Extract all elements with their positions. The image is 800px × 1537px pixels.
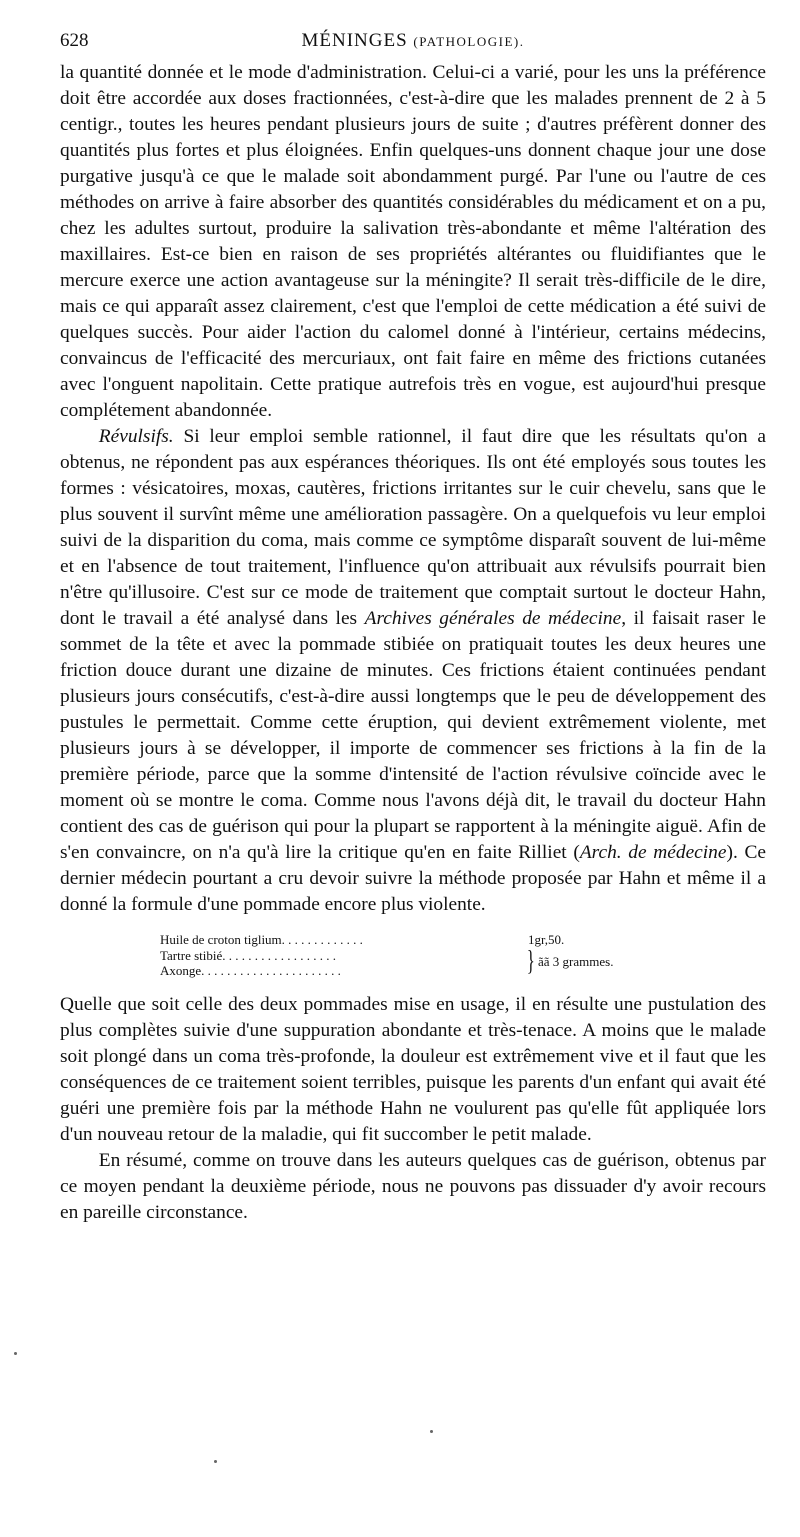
section-heading-revulsifs: Révulsifs. [98,426,174,447]
recipe-dose-croton: 1gr,50. [528,932,565,947]
paragraph-mercury: la quantité donnée et le mode d'administration. Celui-ci a varié, pour les uns la préférence doit être accordée aux doses fractionnées, c'est-à-dire que les malades prennent de 2 à 5 centigr., toutes les heures pendant plusieurs jours de suite ; d'autres préfèrent donner des quantités plus fortes et plus éloignées. Enfin quelques-uns donnent chaque jour une dose purgative jusqu'à ce que le malade soit abondamment purgé. Par l'une ou l'autre de ces méthodes on arrive à faire absorber des quantités considérables du médicament et on a pu, chez les adultes surtout, produire la salivation très-abondante et même l'altération des maxillaires. Est-ce bien en raison de ses propriétés altérantes ou fluidifiantes que le mercure exerce une action avantageuse sur la méningite? Il serait très-difficile de le dire, mais ce qui apparaît assez clairement, c'est que l'emploi de cette médication a été suivi de quelques succès. Pour aider l'action du calomel donné à l'intérieur, certains médecins, convaincus de l'efficacité des mercuriaux, ont fait faire en même des frictions cutanées avec l'onguent napolitain. Cette pratique autrefois très en vogue, est aujourd'hui presque complétement abandonnée. [60,62,766,421]
revulsifs-text-b: , il faisait raser le sommet de la tête et avec la pommade stibiée on pratiquait toutes les deux heures une friction douce durant une dizaine de minutes. Ces frictions étaient continuées pendant plusieurs jours consécutifs, c'est-à-dire aussi longtemps que le peu de développement des pustules le permettait. Comme cette éruption, qui devient extrêmement violente, met plusieurs jours à se développer, il importe de commencer ses frictions à la fin de la première période, parce que la somme d'intensité de l'action révulsive coïncide avec le moment où se montre le coma. Comme nous l'avons déjà dit, le travail du docteur Hahn contient des cas de guérison qui pour la plupart se rapportent à la méningite aiguë. Afin de s'en convaincre, on n'a qu'à lire la critique qu'en en faite Rilliet ( [60,608,767,863]
title-main: MÉNINGES [301,30,408,51]
title-sub: (PATHOLOGIE). [413,34,525,49]
page-speck [430,1430,433,1433]
recipe-row-tartre: Tartre stibié. . . . . . . . . . . . . . . . . . [160,948,337,963]
page-speck [214,1460,217,1463]
page-number: 628 [60,30,89,51]
recipe-row-axonge: Axonge. . . . . . . . . . . . . . . . . . . . . . [160,963,341,978]
recipe-formula [160,932,660,980]
journal-reference-arch: Arch. de médecine [579,842,727,863]
running-header [60,30,766,60]
paragraph-pustulation: Quelle que soit celle des deux pommades mise en usage, il en résulte une pustulation des plus complètes suivie d'une suppuration abondante et très-tenace. A moins que le malade soit plongé dans un coma très-profonde, la douleur est extrêmement vive et il faut que les conséquences de ce traitement soient terribles, puisque les parents d'un enfant qui avait été guéri une première fois par la méthode Hahn ne voulurent pas qu'elle fût appliquée lors d'un nouveau retour de la maladie, qui fit succomber le petit malade. [60,994,766,1145]
revulsifs-text-c: ). Ce dernier médecin pourtant a cru devoir suivre la méthode proposée par Hahn et même il a donné la formule d'une pommade encore plus violente. [60,842,766,915]
recipe-dose-shared: ãã 3 grammes. [538,954,614,969]
recipe-row-croton: Huile de croton tiglium. . . . . . . . . . . . . [160,932,363,947]
recipe-brace: } [526,946,535,977]
revulsifs-text-a: Si leur emploi semble rationnel, il faut dire que les résultats qu'on a obtenus, ne répondent pas aux espérances théoriques. Ils ont été employés sous toutes les formes : vésicatoires, moxas, cautères, frictions irritantes sur le cuir chevelu, sans que le plus souvent il survînt même une amélioration passagère. On a quelquefois vu leur emploi suivi de la disparition du coma, mais comme ce symptôme disparaît souvent de lui-même et en l'absence de tout traitement, l'influence qu'on attribuait aux révulsifs pourrait bien n'être qu'illusoire. C'est sur ce mode de traitement que comptait surtout le docteur Hahn, dont le travail a été analysé dans les [60,426,766,629]
journal-reference-archives: Archives générales de médecine [364,608,622,629]
paragraph-revulsifs [60,424,766,918]
paragraph-resume: En résumé, comme on trouve dans les auteurs quelques cas de guérison, obtenus par ce moyen pendant la deuxième période, nous ne pouvons pas dissuader d'y avoir recours en pareille circonstance. [60,1150,766,1223]
running-title [60,30,766,52]
margin-speck [14,1352,17,1355]
book-page [60,30,766,1226]
